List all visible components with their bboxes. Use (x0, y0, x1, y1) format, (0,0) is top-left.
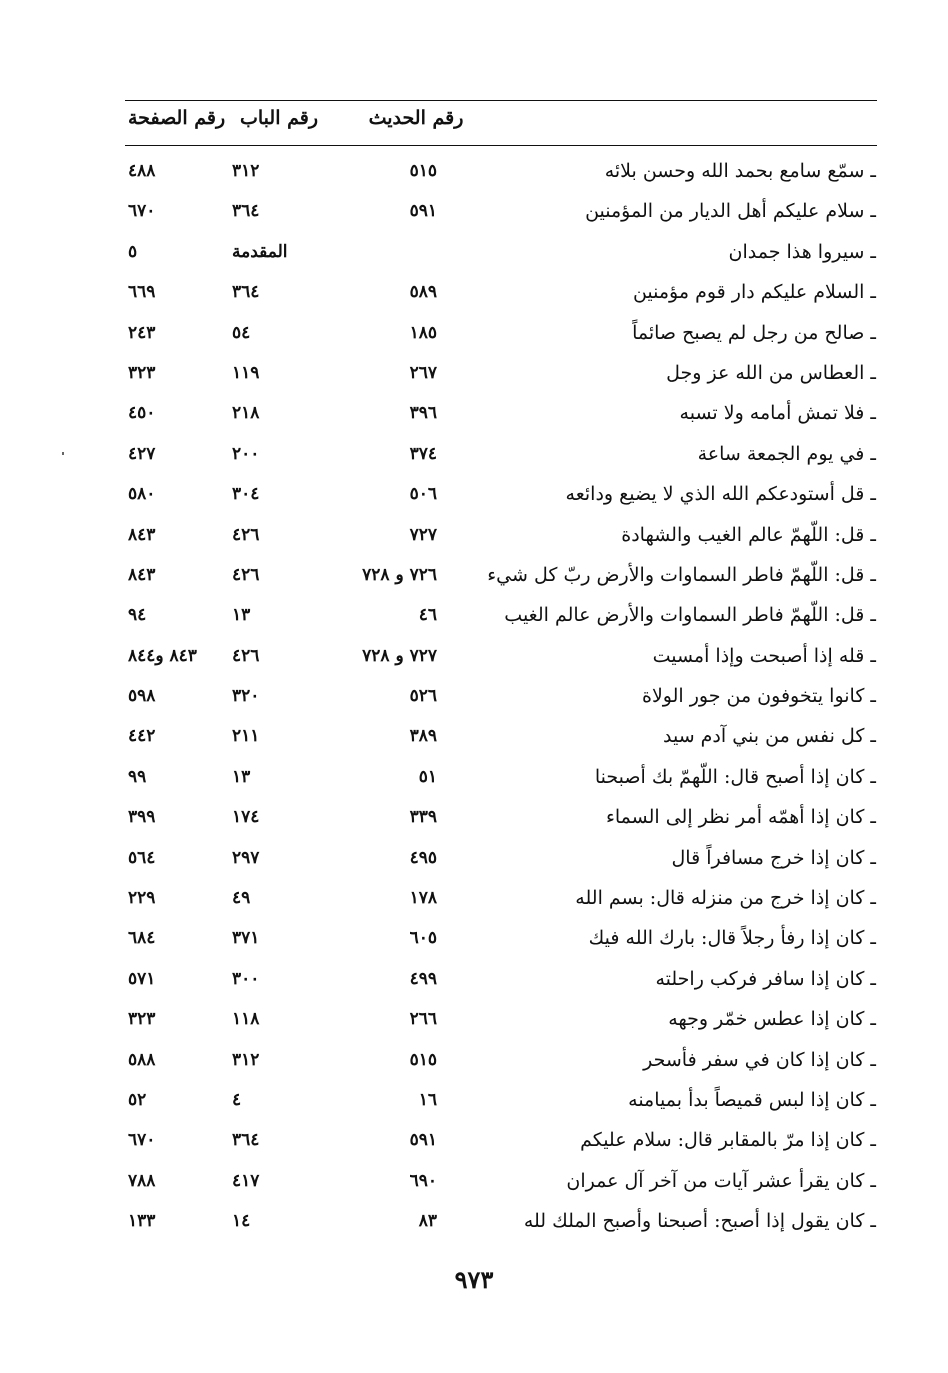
header-hadith-number: رقم الحديث (368, 107, 464, 129)
hadith-number: ١٦ (418, 1089, 437, 1110)
chapter-number: ٣٦٤ (232, 201, 260, 222)
chapter-number: ٤٩ (232, 888, 251, 909)
chapter-number: ٤ (232, 1089, 242, 1110)
table-row (0, 1080, 948, 1120)
hadith-number: ٢٦٧ (409, 362, 437, 383)
page-ref: ٨٤٣ (128, 564, 156, 585)
entry-text: ـ كان إذا خرج مسافراً قال (671, 846, 876, 869)
entry-text: ـ كل نفس من بني آدم سيد (663, 725, 876, 748)
page-ref: ٤٥٠ (128, 403, 156, 424)
hadith-number: ٨٣ (418, 1211, 437, 1232)
hadith-number: ٢٦٦ (409, 1009, 437, 1030)
entry-text: ـ قل: اللّهمّ عالم الغيب والشهادة (621, 523, 876, 546)
table-row (0, 191, 948, 231)
page-ref: ٥٦٤ (128, 847, 156, 868)
hadith-number: ٥٩١ (409, 1130, 437, 1151)
table-row (0, 515, 948, 555)
header-chapter-number: رقم الباب (240, 107, 318, 129)
entry-text: ـ كان إذا رفأ رجلاً قال: بارك الله فيك (588, 927, 876, 950)
entry-text: ـ قل: اللّهمّ فاطر السماوات والأرض عالم الغيب (504, 604, 876, 627)
entry-text: ـ سمّع سامع بحمد الله وحسن بلائه (604, 160, 876, 182)
header-rule (125, 145, 877, 146)
table-row (0, 1201, 948, 1241)
page-number: ٩٧٣ (454, 1265, 494, 1294)
header-page-number: رقم الصفحة (128, 107, 226, 129)
chapter-number: ٣٧١ (232, 928, 260, 949)
index-table (0, 151, 948, 1242)
hadith-number: ٥٢٦ (409, 686, 437, 707)
entry-text: ـ كان إذا أصبح قال: اللّهمّ بك أصبحنا (594, 765, 876, 788)
table-row (0, 838, 948, 878)
hadith-number: ٧٢٧ (409, 524, 437, 545)
table-row (0, 959, 948, 999)
chapter-number: ٢١٨ (232, 403, 260, 424)
table-row (0, 434, 948, 474)
chapter-number: ٢٩٧ (232, 847, 260, 868)
page-ref: ٣٩٩ (128, 807, 156, 828)
page-ref: ٨٤٣ (128, 524, 156, 545)
entry-text: ـ سيروا هذا جمدان (728, 240, 876, 263)
page-ref: ٦٧٠ (128, 201, 156, 222)
hadith-number: ٤٩٩ (409, 968, 437, 989)
entry-text: ـ كان إذا عطس خمّر وجهه (668, 1008, 876, 1031)
page-ref: ٧٨٨ (128, 1170, 156, 1191)
table-row (0, 313, 948, 353)
table-row (0, 716, 948, 756)
page-ref: ٦٧٠ (128, 1130, 156, 1151)
hadith-number: ٦٠٥ (409, 928, 437, 949)
page-ref: ١٣٣ (128, 1211, 156, 1232)
page-ref: ٦٨٤ (128, 928, 156, 949)
table-row (0, 636, 948, 676)
hadith-number: ٣٧٤ (409, 443, 437, 464)
hadith-number: ٥٠٦ (409, 484, 437, 505)
chapter-number: ١١٨ (232, 1009, 260, 1030)
page-ref: ٥٩٨ (128, 686, 156, 707)
page-ref: ٩٤ (128, 605, 147, 626)
page-ref: ٦٦٩ (128, 282, 156, 303)
margin-mark (62, 452, 64, 455)
page-ref: ٨٤٣ و٨٤٤ (128, 645, 197, 666)
page-ref: ٣٢٣ (128, 362, 156, 383)
table-row (0, 1040, 948, 1080)
top-rule (125, 100, 877, 101)
hadith-number: ٥١٥ (409, 161, 437, 181)
page-ref: ٤٨٨ (128, 161, 156, 181)
hadith-number: ٣٩٦ (409, 403, 437, 424)
table-row (0, 999, 948, 1039)
entry-text: ـ كان إذا أهمّه أمر نظر إلى السماء (605, 806, 876, 829)
entry-text: ـ صالح من رجل لم يصبح صائماً (632, 321, 876, 344)
hadith-number: ١٨٥ (409, 322, 437, 343)
table-row (0, 676, 948, 716)
chapter-number: ١٤ (232, 1211, 251, 1232)
table-row (0, 353, 948, 393)
page-ref: ٥٢ (128, 1089, 147, 1110)
hadith-number: ٦٩٠ (409, 1170, 437, 1191)
chapter-number: ٤١٧ (232, 1170, 260, 1191)
chapter-number: ٤٢٦ (232, 524, 260, 545)
chapter-number: ٣٢٠ (232, 686, 260, 707)
chapter-number: ٣٠٠ (232, 968, 260, 989)
chapter-number: ١٣ (232, 605, 251, 626)
chapter-number: ١٧٤ (232, 807, 260, 828)
table-row (0, 595, 948, 635)
entry-text: ـ قله إذا أصبحت وإذا أمسيت (652, 644, 876, 667)
table-row (0, 1161, 948, 1201)
hadith-number (325, 238, 437, 266)
entry-text: ـ كانوا يتخوفون من جور الولاة (642, 685, 876, 708)
chapter-number: ١٣ (232, 766, 251, 787)
entry-text: ـ العطاس من الله عز وجل (666, 361, 876, 384)
table-row (0, 272, 948, 312)
chapter-number: ٣٦٤ (232, 1130, 260, 1151)
chapter-number: ٢٠٠ (232, 443, 260, 464)
entry-text: ـ قل أستودعكم الله الذي لا يضيع ودائعه (565, 483, 876, 506)
entry-text: ـ كان يقرأ عشر آيات من آخر آل عمران (566, 1169, 876, 1192)
entry-text: ـ كان يقول إذا أصبح: أصبحنا وأصبح الملك لله (523, 1210, 876, 1233)
entry-text: ـ سلام عليكم أهل الديار من المؤمنين (585, 200, 876, 223)
entry-text: ـ قل: اللّهمّ فاطر السماوات والأرض ربّ كل شيء (487, 563, 876, 586)
page-ref: ٥٨٨ (128, 1049, 156, 1070)
table-row (0, 232, 948, 272)
chapter-number: ٣٦٤ (232, 282, 260, 303)
hadith-number: ٥١٥ (409, 1049, 437, 1070)
chapter-number: ٣١٢ (232, 1049, 260, 1070)
hadith-number: ٥١ (418, 766, 437, 787)
page-ref: ٥٨٠ (128, 484, 156, 505)
chapter-number: ١١٩ (232, 362, 260, 383)
entry-text: ـ كان إذا سافر فركب راحلته (655, 967, 876, 990)
hadith-number: ٥٩١ (409, 201, 437, 222)
hadith-number: ٥٨٩ (409, 282, 437, 303)
page-ref: ٥٧١ (128, 968, 156, 989)
entry-text: ـ فلا تمش أمامه ولا تسبه (679, 402, 876, 425)
entry-text: ـ كان إذا خرج من منزله قال: بسم الله (575, 887, 876, 910)
page-ref: ٤٢٧ (128, 443, 156, 464)
entry-text: ـ كان إذا كان في سفر فأسحر (643, 1048, 876, 1071)
hadith-number: ٣٣٩ (409, 807, 437, 828)
entry-text: ـ في يوم الجمعة ساعة (697, 442, 876, 465)
table-row (0, 878, 948, 918)
chapter-number: المقدمة (232, 241, 288, 262)
table-row (0, 474, 948, 514)
page-ref: ٢٢٩ (128, 888, 156, 909)
page-ref: ٩٩ (128, 766, 147, 787)
page-ref: ٥ (128, 241, 138, 262)
entry-text: ـ السلام عليكم دار قوم مؤمنين (632, 281, 876, 304)
table-row (0, 393, 948, 433)
hadith-number: ٤٩٥ (409, 847, 437, 868)
chapter-number: ٣٠٤ (232, 484, 260, 505)
page-ref: ٣٢٣ (128, 1009, 156, 1030)
table-row (0, 555, 948, 595)
hadith-number: ٧٢٧ و ٧٢٨ (362, 645, 437, 666)
entry-text: ـ كان إذا مرّ بالمقابر قال: سلام عليكم (580, 1129, 876, 1152)
entry-text: ـ كان إذا لبس قميصاً بدأ بميامنه (628, 1088, 876, 1111)
hadith-number: ١٧٨ (409, 888, 437, 909)
table-row (0, 918, 948, 958)
chapter-number: ٥٤ (232, 322, 251, 343)
page-ref: ٢٤٣ (128, 322, 156, 343)
chapter-number: ٤٢٦ (232, 564, 260, 585)
table-row (0, 1120, 948, 1160)
hadith-number: ٤٦ (418, 605, 437, 626)
table-row (0, 797, 948, 837)
hadith-number: ٣٨٩ (409, 726, 437, 747)
chapter-number: ٤٢٦ (232, 645, 260, 666)
hadith-number: ٧٢٦ و ٧٢٨ (362, 564, 437, 585)
chapter-number: ٣١٢ (232, 161, 260, 181)
page-ref: ٤٤٢ (128, 726, 156, 747)
table-row (0, 151, 948, 191)
table-row (0, 757, 948, 797)
chapter-number: ٢١١ (232, 726, 260, 747)
